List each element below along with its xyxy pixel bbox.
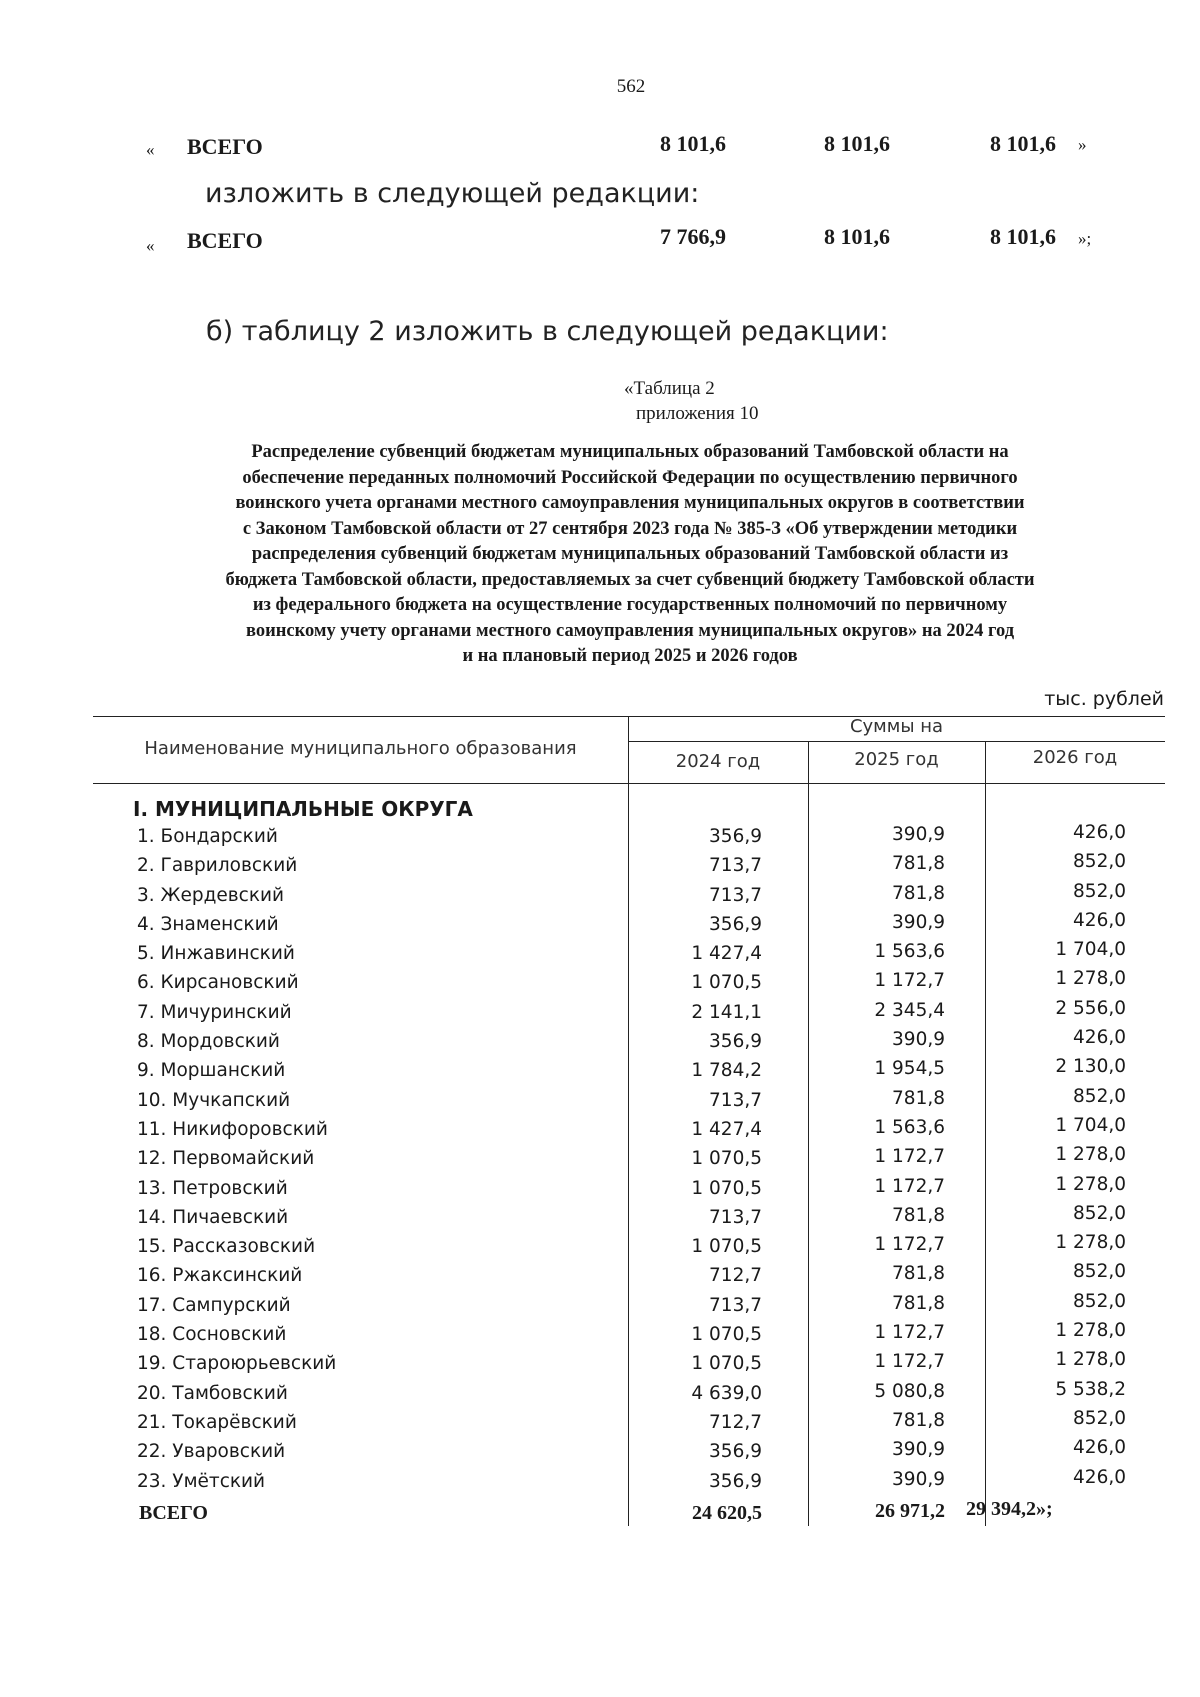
paragraph-b: б) таблицу 2 изложить в следующей редакции: — [206, 316, 889, 347]
old-total-2026: 8 101,6 — [990, 131, 1056, 156]
row-2026: 852,0 — [1073, 1085, 1126, 1107]
table-total-row — [0, 1497, 1200, 1531]
old-total-2024: 8 101,6 — [660, 131, 726, 156]
row-2025: 781,8 — [892, 853, 945, 875]
row-2025: 1 954,5 — [874, 1058, 945, 1080]
title-line: Распределение субвенций бюджетам муниципальных образований Тамбовской области на — [251, 442, 1009, 462]
row-name: 9. Моршанский — [137, 1060, 286, 1082]
row-2026: 426,0 — [1073, 822, 1126, 843]
row-2026: 1 278,0 — [1055, 1349, 1126, 1371]
row-2025: 390,9 — [892, 911, 945, 933]
row-name: 11. Никифоровский — [137, 1118, 328, 1140]
row-name: 17. Сампурский — [137, 1294, 291, 1316]
row-2024: 712,7 — [709, 1265, 762, 1287]
table-body — [0, 822, 1200, 1531]
row-2025: 1 172,7 — [874, 1146, 945, 1168]
row-name: 7. Мичуринский — [137, 1001, 292, 1023]
row-2026: 1 278,0 — [1055, 1232, 1126, 1254]
new-total-2026: 8 101,6 — [990, 224, 1056, 249]
row-2024: 4 639,0 — [691, 1382, 762, 1404]
title-line: из федерального бюджета на осуществление государственных полномочий по первичному — [252, 595, 1008, 615]
row-2026: 852,0 — [1073, 1261, 1126, 1283]
units-label: тыс. рублей — [1044, 688, 1164, 710]
row-2024: 1 070,5 — [691, 972, 762, 994]
title-line: воинского учета органами местного самоуправления муниципальных округов в соответствии — [235, 493, 1025, 513]
close-quote: » — [1078, 135, 1087, 154]
row-2024: 1 784,2 — [691, 1060, 762, 1082]
row-name: 12. Первомайский — [137, 1148, 315, 1170]
header-bottom-border — [93, 783, 1165, 784]
row-name: 8. Мордовский — [137, 1031, 280, 1053]
table-caption: «Таблица 2 — [624, 378, 715, 399]
title-line: и на плановый период 2025 и 2026 годов — [462, 646, 798, 666]
row-2024: 1 070,5 — [691, 1148, 762, 1170]
row-2025: 781,8 — [892, 1087, 945, 1109]
row-2024: 356,9 — [709, 913, 762, 935]
row-name: 6. Кирсановский — [137, 972, 299, 994]
instruction-text: изложить в следующей редакции: — [205, 178, 700, 209]
old-total-label: ВСЕГО — [187, 134, 263, 159]
row-2025: 781,8 — [892, 882, 945, 904]
new-total-2025: 8 101,6 — [824, 224, 890, 249]
table-caption-appendix: приложения 10 — [636, 403, 759, 424]
total-2026: 29 394,2»; — [966, 1497, 1053, 1520]
row-2025: 390,9 — [892, 1439, 945, 1461]
row-2025: 390,9 — [892, 1468, 945, 1490]
row-2026: 426,0 — [1073, 1466, 1126, 1488]
row-2024: 356,9 — [709, 1441, 762, 1463]
row-2025: 390,9 — [892, 824, 945, 845]
title-line: с Законом Тамбовской области от 27 сентября 2023 года № 385-З «Об утверждении методики — [242, 518, 1018, 539]
row-2026: 426,0 — [1073, 1027, 1126, 1049]
row-2026: 1 278,0 — [1055, 1320, 1126, 1342]
new-total-2024: 7 766,9 — [660, 224, 726, 249]
row-2024: 1 427,4 — [691, 943, 762, 965]
header-name: Наименование муниципального образования — [144, 738, 577, 759]
row-2024: 356,9 — [709, 826, 762, 847]
row-2024: 712,7 — [709, 1411, 762, 1433]
row-2026: 1 278,0 — [1055, 1144, 1126, 1166]
row-2024: 713,7 — [709, 1294, 762, 1316]
row-name: 23. Умётский — [137, 1470, 266, 1492]
row-name: 19. Староюрьевский — [137, 1353, 337, 1375]
row-name: 16. Ржаксинский — [137, 1265, 303, 1287]
row-name: 1. Бондарский — [137, 826, 278, 847]
row-2025: 390,9 — [892, 1029, 945, 1051]
row-2025: 2 345,4 — [874, 999, 945, 1021]
row-name: 21. Токарёвский — [137, 1411, 297, 1433]
row-name: 5. Инжавинский — [137, 943, 295, 965]
row-name: 3. Жердевский — [137, 884, 285, 906]
row-2025: 1 172,7 — [874, 1234, 945, 1256]
row-2025: 781,8 — [892, 1409, 945, 1431]
row-2025: 781,8 — [892, 1263, 945, 1285]
row-2026: 5 538,2 — [1055, 1378, 1126, 1400]
row-name: 15. Рассказовский — [137, 1236, 316, 1258]
header-year-2024: 2024 год — [675, 751, 761, 772]
row-2024: 713,7 — [709, 1089, 762, 1111]
table-row — [0, 1466, 1200, 1500]
row-2024: 2 141,1 — [691, 1001, 762, 1023]
close-quote: »; — [1078, 229, 1092, 248]
row-2024: 1 070,5 — [691, 1353, 762, 1375]
row-name: 22. Уваровский — [137, 1441, 286, 1463]
row-2025: 1 563,6 — [874, 941, 945, 963]
row-name: 2. Гавриловский — [137, 855, 298, 877]
row-2026: 1 704,0 — [1055, 939, 1126, 961]
row-name: 18. Сосновский — [137, 1324, 287, 1346]
row-2024: 1 070,5 — [691, 1324, 762, 1346]
row-name: 10. Мучкапский — [137, 1089, 291, 1111]
row-2025: 1 172,7 — [874, 970, 945, 992]
row-2025: 1 563,6 — [874, 1116, 945, 1138]
row-2026: 1 704,0 — [1055, 1114, 1126, 1136]
row-2024: 713,7 — [709, 855, 762, 877]
row-2024: 713,7 — [709, 884, 762, 906]
row-2026: 2 130,0 — [1055, 1056, 1126, 1078]
page-number: 562 — [616, 76, 646, 97]
header-year-2026: 2026 год — [1032, 747, 1118, 768]
total-label: ВСЕГО — [139, 1501, 208, 1524]
row-2024: 1 070,5 — [691, 1236, 762, 1258]
row-2025: 781,8 — [892, 1204, 945, 1226]
section-title: I. МУНИЦИПАЛЬНЫЕ ОКРУГА — [133, 797, 473, 821]
row-2026: 852,0 — [1073, 1407, 1126, 1429]
row-2025: 781,8 — [892, 1292, 945, 1314]
row-2025: 1 172,7 — [874, 1351, 945, 1373]
row-2026: 852,0 — [1073, 851, 1126, 873]
row-name: 14. Пичаевский — [137, 1206, 289, 1228]
total-2025: 26 971,2 — [875, 1499, 945, 1522]
header-year-2025: 2025 год — [854, 749, 939, 770]
new-total-label: ВСЕГО — [187, 228, 263, 253]
row-2024: 356,9 — [709, 1031, 762, 1053]
row-2024: 1 070,5 — [691, 1177, 762, 1199]
row-2024: 713,7 — [709, 1206, 762, 1228]
row-2025: 1 172,7 — [874, 1175, 945, 1197]
row-2026: 426,0 — [1073, 909, 1126, 931]
row-2026: 852,0 — [1073, 1290, 1126, 1312]
header-sums: Суммы на — [849, 716, 944, 737]
title-line: обеспечение переданных полномочий Российской Федерации по осуществлению первичного — [242, 467, 1018, 488]
sums-divider — [628, 741, 1165, 742]
total-2024: 24 620,5 — [692, 1501, 762, 1524]
row-2026: 426,0 — [1073, 1437, 1126, 1459]
title-line: бюджета Тамбовской области, предоставляемых за счет субвенций бюджету Тамбовской области — [225, 569, 1035, 590]
open-quote: « — [146, 140, 155, 159]
row-2026: 2 556,0 — [1055, 997, 1126, 1019]
row-2024: 356,9 — [709, 1470, 762, 1492]
row-2026: 852,0 — [1073, 1202, 1126, 1224]
row-2025: 5 080,8 — [874, 1380, 945, 1402]
row-2024: 1 427,4 — [691, 1118, 762, 1140]
row-2025: 1 172,7 — [874, 1322, 945, 1344]
title-line: воинскому учету органами местного самоуправления муниципальных округов» на 2024 год — [245, 620, 1015, 641]
title-line: распределения субвенций бюджетам муниципальных образований Тамбовской области из — [251, 544, 1009, 564]
row-name: 13. Петровский — [137, 1177, 288, 1199]
open-quote: « — [146, 236, 155, 255]
row-2026: 1 278,0 — [1055, 968, 1126, 990]
table-title — [130, 440, 1130, 670]
row-name: 4. Знаменский — [137, 913, 279, 935]
row-2026: 1 278,0 — [1055, 1173, 1126, 1195]
row-name: 20. Тамбовский — [137, 1382, 288, 1404]
old-total-2025: 8 101,6 — [824, 131, 890, 156]
row-2026: 852,0 — [1073, 880, 1126, 902]
